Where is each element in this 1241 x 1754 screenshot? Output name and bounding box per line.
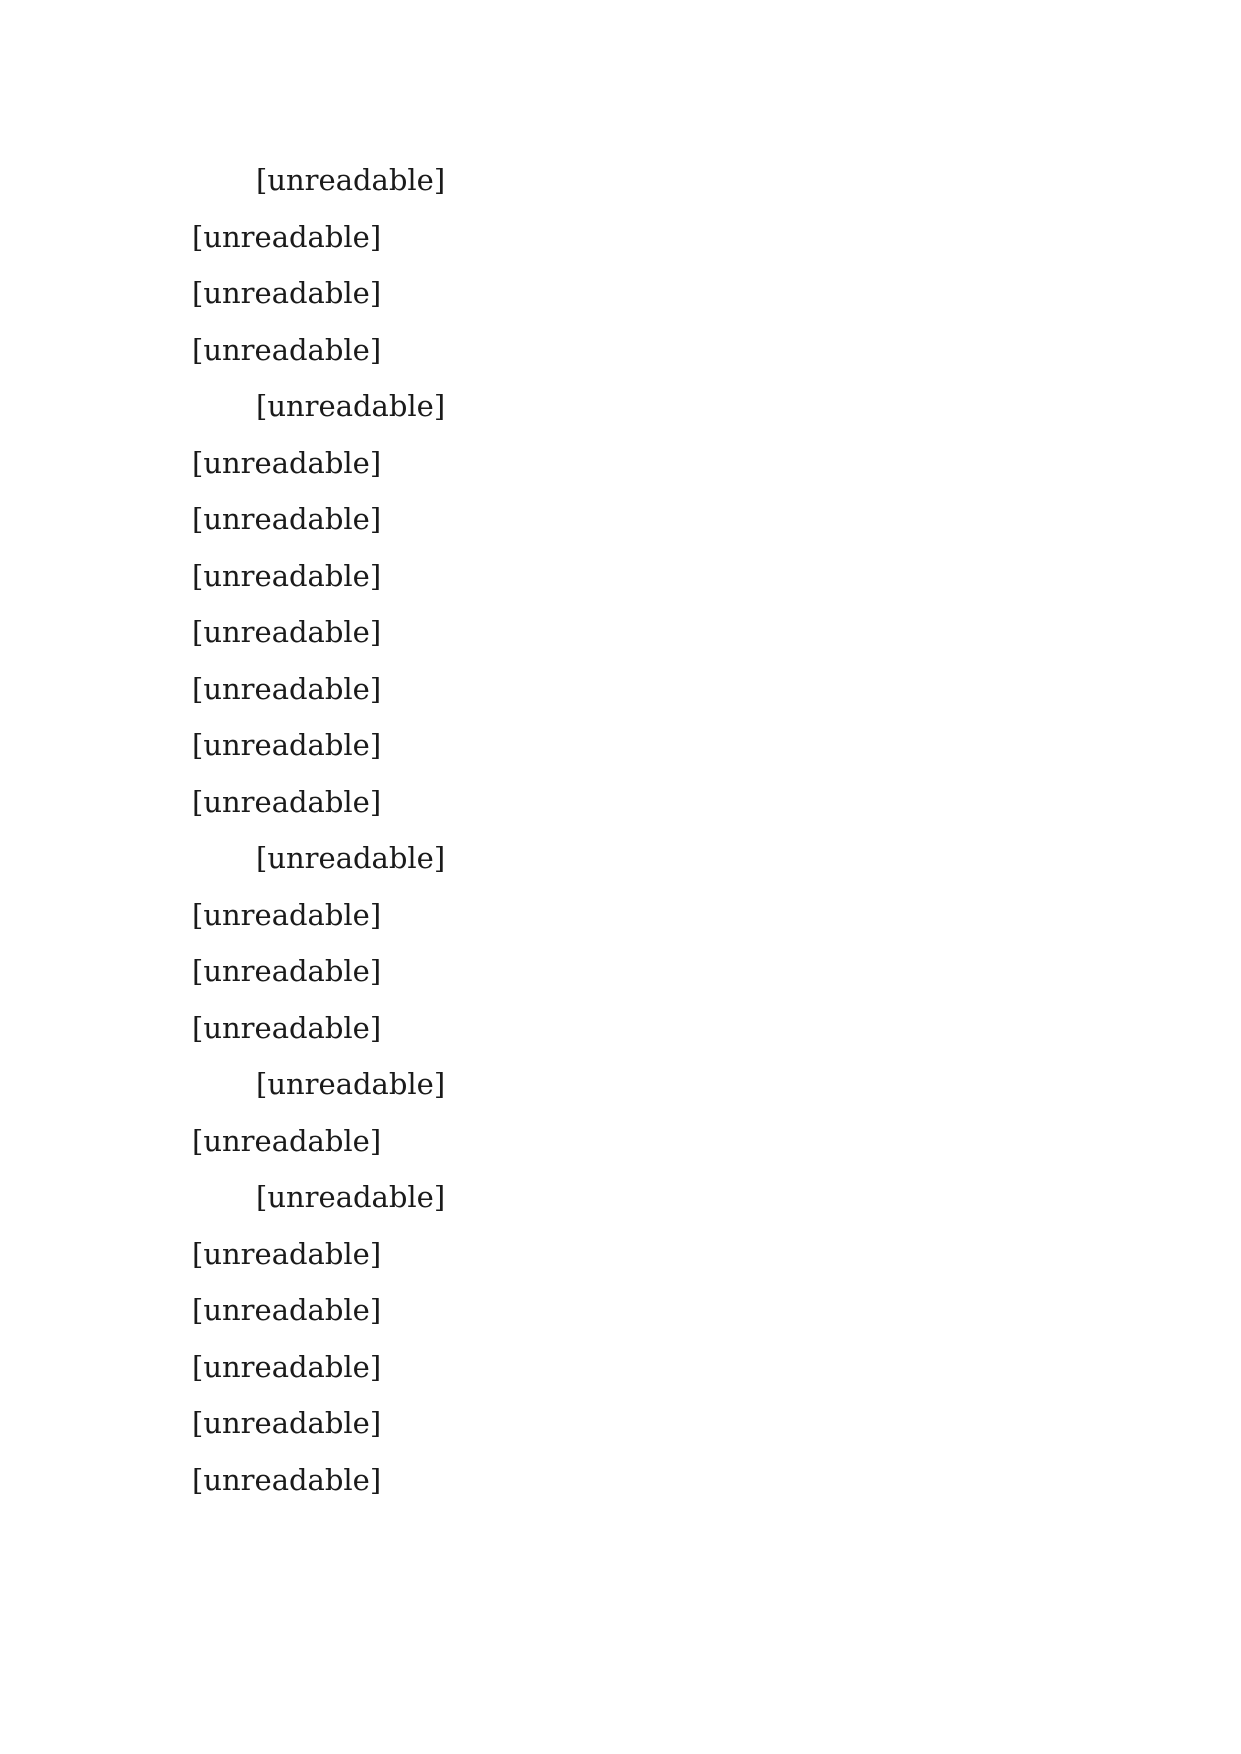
text-line: [unreadable]	[192, 728, 382, 762]
text-line: [unreadable]	[192, 276, 382, 310]
section-heading: [unreadable]	[192, 1010, 382, 1045]
text-line: [unreadable]	[256, 1067, 446, 1101]
text-line: [unreadable]	[192, 784, 382, 819]
document-body	[192, 152, 1050, 1508]
text-line: [unreadable]	[192, 1462, 382, 1497]
text-line: [unreadable]	[256, 841, 446, 875]
text-line: [unreadable]	[192, 332, 382, 367]
text-line: [unreadable]	[192, 445, 382, 480]
text-line: [unreadable]	[192, 615, 382, 649]
text-line: [unreadable]	[256, 389, 446, 423]
text-line: [unreadable]	[192, 1236, 382, 1271]
text-line: [unreadable]	[192, 1349, 382, 1384]
text-line: [unreadable]	[192, 502, 382, 536]
text-line: [unreadable]	[192, 1293, 382, 1327]
text-line: [unreadable]	[192, 897, 382, 932]
text-line: [unreadable]	[256, 1180, 446, 1214]
text-line: [unreadable]	[256, 163, 446, 197]
text-line: [unreadable]	[192, 1406, 382, 1440]
text-line: [unreadable]	[192, 219, 382, 254]
text-line: [unreadable]	[192, 558, 382, 593]
text-line: [unreadable]	[192, 671, 382, 706]
text-line: [unreadable]	[192, 1123, 382, 1158]
text-line: [unreadable]	[192, 954, 382, 988]
